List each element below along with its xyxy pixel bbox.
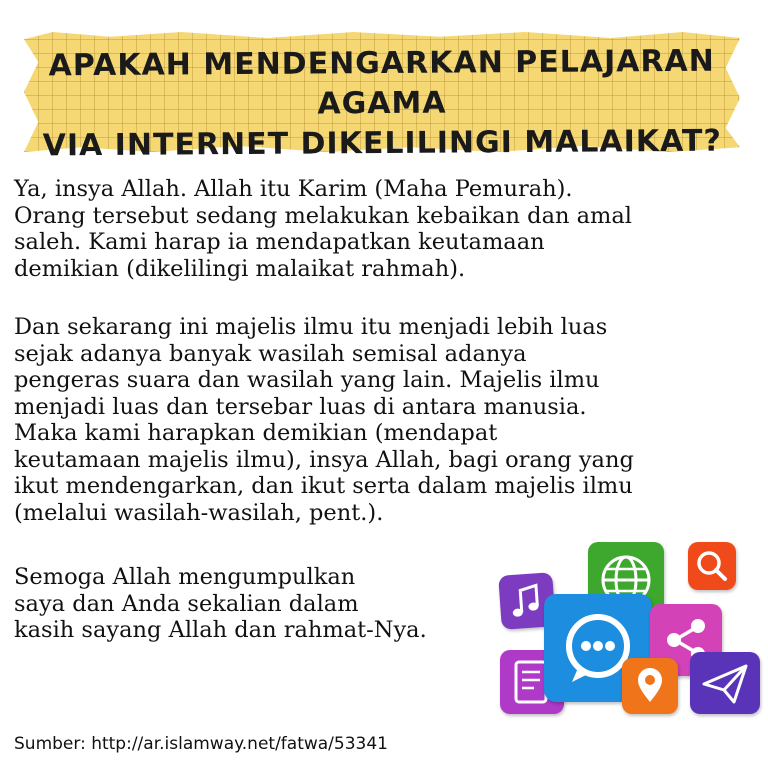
text-line: Semoga Allah mengumpulkan	[14, 564, 356, 590]
text-line: Maka kami harapkan demikian (mendapat	[14, 420, 498, 446]
search-icon	[688, 542, 736, 590]
text-line: saya dan Anda sekalian dalam	[14, 590, 359, 617]
text-line: keutamaan majelis ilmu), insya Allah, bagi orang yang	[14, 446, 634, 473]
text-line: demikian (dikelilingi malaikat rahmah).	[14, 255, 466, 282]
source-citation: Sumber: http://ar.islamway.net/fatwa/53341	[14, 734, 388, 754]
text-line: Dan sekarang ini majelis ilmu itu menjadi lebih luas	[14, 314, 608, 340]
send-icon	[690, 652, 760, 714]
search-app-icon	[688, 542, 736, 590]
text-line: Ya, insya Allah. Allah itu Karim (Maha Pemurah).	[14, 176, 573, 202]
title-line: APAKAH MENDENGARKAN PELAJARAN AGAMA	[48, 43, 715, 122]
text-line: Orang tersebut sedang melakukan kebaikan dan amal	[14, 202, 633, 229]
text-line: pengeras suara dan wasilah yang lain. Majelis ilmu	[14, 367, 600, 393]
text-line: ikut mendengarkan, dan ikut serta dalam majelis ilmu	[14, 473, 633, 499]
answer-paragraph-2	[14, 314, 634, 526]
send-app-icon	[690, 652, 760, 714]
location-app-icon	[622, 658, 678, 714]
text-line: (melalui wasilah-wasilah, pent.).	[14, 499, 384, 526]
answer-paragraph-1	[14, 176, 632, 282]
closing-paragraph	[14, 564, 427, 644]
title-line: VIA INTERNET DIKELILINGI MALAIKAT?	[42, 123, 722, 164]
text-line: sejak adanya banyak wasilah semisal adanya	[14, 340, 527, 367]
text-line: kasih sayang Allah dan rahmat-Nya.	[14, 617, 427, 643]
text-line: saleh. Kami harap ia mendapatkan keutamaan	[14, 229, 545, 255]
location-pin-icon	[622, 658, 678, 714]
page-title	[24, 42, 741, 167]
text-line: menjadi luas dan tersebar luas di antara manusia.	[14, 393, 587, 420]
